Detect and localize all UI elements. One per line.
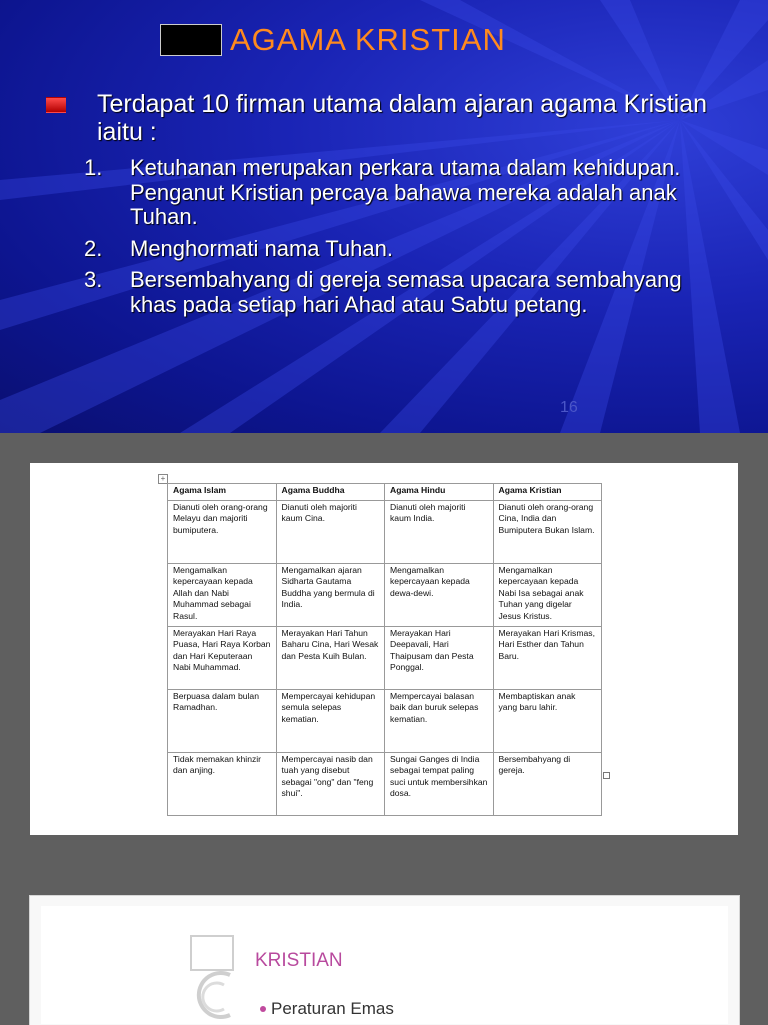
table-cell: Mempercayai kehidupan semula selepas kematian.	[276, 690, 385, 753]
intro-text: Terdapat 10 firman utama dalam ajaran agama Kristian iaitu :	[97, 90, 708, 146]
table-row	[168, 753, 602, 816]
slide3-list-item: Peraturan Emas	[271, 999, 394, 1018]
list-number: 2.	[84, 235, 103, 261]
list-item	[84, 237, 724, 262]
table-row	[168, 564, 602, 627]
slide3-title: KRISTIAN	[255, 950, 343, 971]
table-cell: Mengamalkan kepercayaan kepada Allah dan Nabi Muhammad sebagai Rasul.	[168, 564, 277, 627]
page-number: 16	[560, 399, 578, 416]
table-cell: Tidak memakan khinzir dan anjing.	[168, 753, 277, 816]
table-cell: Sungai Ganges di India sebagai tempat paling suci untuk membersihkan dosa.	[385, 753, 494, 816]
table-move-handle-icon[interactable]: +	[158, 474, 168, 484]
list-item	[84, 268, 724, 317]
numbered-list	[84, 156, 724, 324]
black-box	[160, 24, 222, 56]
table-cell: Bersembahyang di gereja.	[493, 753, 602, 816]
list-text: Bersembahyang di gereja semasa upacara sembahyang khas pada setiap hari Ahad atau Sabtu petang.	[130, 267, 682, 317]
list-number: 1.	[84, 155, 103, 180]
table-cell: Dianuti oleh orang-orang Melayu dan majoriti bumiputera.	[168, 501, 277, 564]
table-cell: Membaptiskan anak yang baru lahir.	[493, 690, 602, 753]
list-text: Ketuhanan merupakan perkara utama dalam kehidupan. Penganut Kristian percaya bahawa mereka adalah anak Tuhan.	[130, 155, 681, 229]
bullet-dot-icon	[260, 1006, 266, 1012]
table-cell: Mempercayai nasib dan tuah yang disebut sebagai "ong" dan "feng shui".	[276, 753, 385, 816]
table-cell: Dianuti oleh majoriti kaum Cina.	[276, 501, 385, 564]
header-cell: Agama Buddha	[276, 484, 385, 501]
table-cell: Mengamalkan kepercayaan kepada Nabi Isa sebagai anak Tuhan yang digelar Jesus Kristus.	[493, 564, 602, 627]
table-cell: Merayakan Hari Raya Puasa, Hari Raya Korban dan Hari Keputeraan Nabi Muhammad.	[168, 627, 277, 690]
table-cell: Dianuti oleh majoriti kaum India.	[385, 501, 494, 564]
table-cell: Merayakan Hari Deepavali, Hari Thaipusam dan Pesta Ponggal.	[385, 627, 494, 690]
table-header-row	[168, 484, 602, 501]
list-item	[84, 156, 724, 230]
square-bullet-icon	[46, 97, 66, 113]
list-number: 3.	[84, 267, 103, 292]
header-cell: Agama Islam	[168, 484, 277, 501]
slide-agama-kristian	[0, 0, 768, 433]
table-resize-handle[interactable]	[603, 772, 610, 779]
slide-title: AGAMA KRISTIAN	[230, 22, 506, 57]
table-cell: Dianuti oleh orang-orang Cina, India dan Bumiputera Bukan Islam.	[493, 501, 602, 564]
table-cell: Merayakan Hari Tahun Baharu Cina, Hari Wesak dan Pesta Kuih Bulan.	[276, 627, 385, 690]
table-cell: Mempercayai balasan baik dan buruk selepas kematian.	[385, 690, 494, 753]
table-cell: Berpuasa dalam bulan Ramadhan.	[168, 690, 277, 753]
header-cell: Agama Hindu	[385, 484, 494, 501]
table-cell: Merayakan Hari Krismas, Hari Esther dan Tahun Baru.	[493, 627, 602, 690]
table-cell: Mengamalkan kepercayaan kepada dewa-dewi.	[385, 564, 494, 627]
table-row	[168, 501, 602, 564]
religion-comparison-table	[167, 483, 602, 816]
list-text: Menghormati nama Tuhan.	[130, 235, 393, 261]
table-row	[168, 627, 602, 690]
table-cell: Mengamalkan ajaran Sidharta Gautama Buddha yang bermula di India.	[276, 564, 385, 627]
table-row	[168, 690, 602, 753]
header-cell: Agama Kristian	[493, 484, 602, 501]
decorative-logo-icon	[190, 935, 236, 1024]
